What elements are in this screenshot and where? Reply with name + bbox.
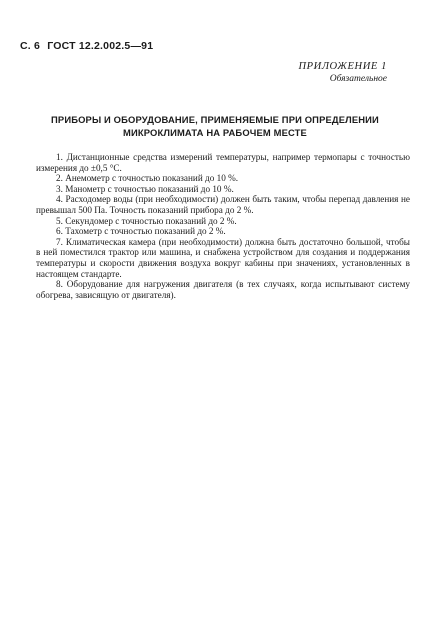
- list-item: 2. Анемометр с точностью показаний до 10 %.: [56, 173, 239, 184]
- page-header: [20, 40, 157, 52]
- list-item: 5. Секундомер с точностью показаний до 2 %.: [56, 215, 237, 226]
- section-title-line-1: ПРИБОРЫ И ОБОРУДОВАНИЕ, ПРИМЕНЯЕМЫЕ ПРИ ОПРЕДЕЛЕНИИ: [51, 114, 379, 125]
- appendix-label: [298, 60, 387, 86]
- standard-code: ГОСТ 12.2.002.5—91: [47, 40, 154, 52]
- list-item: 1. Дистанционные средства измерений температуры, например термопары с точностью измерения до ±0,5 °С.: [36, 152, 410, 173]
- list-item: 4. Расходомер воды (при необходимости) должен быть таким, чтобы перепад давления не превышал 500 Па. Точность показаний прибора до 2 %.: [36, 194, 410, 215]
- list-item: 7. Климатическая камера (при необходимости) должна быть достаточно большой, чтобы в ней поместился трактор или машина, и снабжена устройством для создания и поддержания температуры и скорости движения воздуха вокруг кабины при значениях, установленных в настоящем стандарте.: [36, 236, 410, 279]
- page-number: С. 6: [20, 40, 41, 52]
- section-title: [20, 113, 410, 139]
- appendix-subtitle: Обязательное: [329, 74, 387, 84]
- list-item: 6. Тахометр с точностью показаний до 2 %.: [56, 226, 226, 237]
- appendix-title: ПРИЛОЖЕНИЕ 1: [298, 61, 387, 72]
- section-title-line-2: МИКРОКЛИМАТА НА РАБОЧЕМ МЕСТЕ: [123, 127, 307, 138]
- list-item: 3. Манометр с точностью показаний до 10 %.: [56, 183, 234, 194]
- equipment-list: [36, 152, 410, 300]
- list-item: 8. Оборудование для нагружения двигателя (в тех случаях, когда испытывают систему обогрева, зависящую от двигателя).: [36, 279, 410, 300]
